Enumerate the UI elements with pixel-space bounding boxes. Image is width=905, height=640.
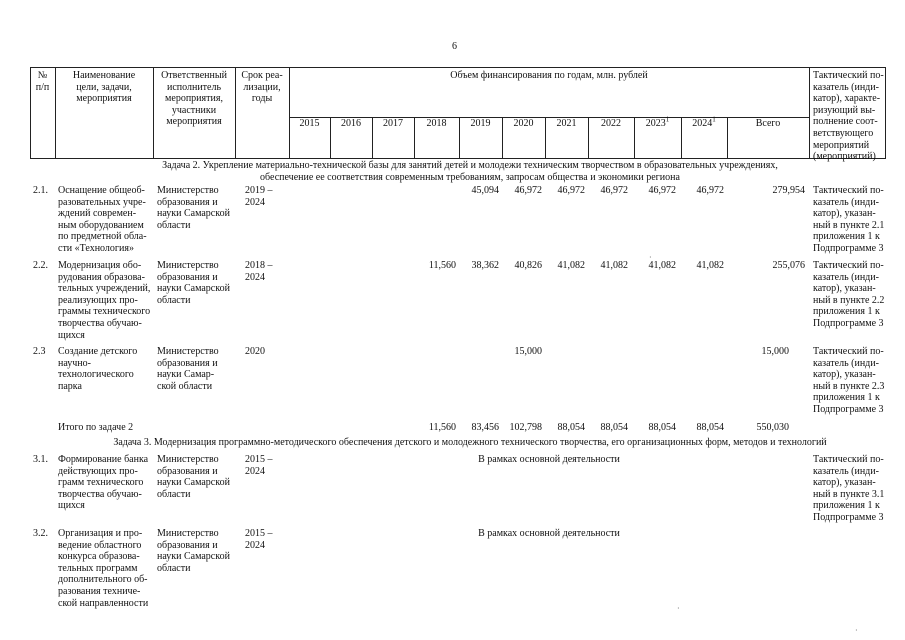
value-cell: 46,972: [696, 185, 724, 196]
page-number: 6: [452, 41, 457, 52]
year-header: 2021: [556, 118, 577, 129]
total-cell: 255,076: [772, 260, 805, 271]
year-header: [634, 115, 681, 129]
row-responsible: Министерство образования и науки Самарской области: [157, 185, 230, 231]
header-col-term: Срок реа- лизации, годы: [241, 70, 283, 105]
row-responsible: Министерство образования и науки Самар- ской области: [157, 346, 219, 392]
row-name: Оснащение общеоб- разовательных учре- ждений современ- ным оборудованием по предметной обла- сти «Технология»: [58, 185, 147, 254]
value-cell: 41,082: [600, 260, 628, 271]
total-cell: 279,954: [772, 185, 805, 196]
value-cell: 41,082: [696, 260, 724, 271]
row-number: 3.2.: [33, 528, 48, 539]
value-cell: 46,972: [514, 185, 542, 196]
year-label: 2023: [645, 118, 666, 129]
row-term: 2015 – 2024: [245, 528, 273, 551]
summary-value-cell: 11,560: [428, 422, 456, 433]
year-header: 2016: [341, 118, 361, 129]
year-header: [681, 115, 727, 129]
row-number: 2.3: [33, 346, 46, 357]
footnote-mark: 1: [712, 115, 716, 124]
row-term: 2018 – 2024: [245, 260, 273, 283]
funding-note: В рамках основной деятельности: [478, 454, 620, 465]
header-col-funding: Объем финансирования по годам, млн. рублей: [450, 70, 648, 81]
year-header: 2019: [470, 118, 491, 129]
row-indicator: Тактический по- казатель (инди- катор), указан- ный в пункте 2.2 приложения 1 к Подпрограмме 3: [813, 260, 885, 329]
header-border: [809, 67, 810, 159]
row-number: 2.1.: [33, 185, 48, 196]
year-header-total: Всего: [755, 118, 781, 129]
task2-title: Задача 2. Укрепление материально-технической базы для занятий детей и молодежи техническим творчеством в образовательных учреждениях, обеспечение ее соответствия современным требованиям, запросам общества и экономики региона: [162, 160, 778, 183]
row-indicator: Тактический по- казатель (инди- катор), указан- ный в пункте 3.1 приложения 1 к Подпрограмме 3: [813, 454, 885, 523]
header-top-border: [30, 67, 885, 68]
row-name: Организация и про- ведение областного конкурса образова- тельных программ дополнительного об- разования техниче- ской направленности: [58, 528, 149, 609]
value-cell: 41,082: [648, 260, 676, 271]
year-header: 2022: [601, 118, 621, 129]
year-header: 2015: [299, 118, 320, 129]
row-indicator: Тактический по- казатель (инди- катор), указан- ный в пункте 2.1 приложения 1 к Подпрограмме 3: [813, 185, 885, 254]
value-cell: 46,972: [557, 185, 585, 196]
scan-speck: ·: [855, 626, 858, 635]
scan-speck: ·: [649, 253, 652, 262]
summary-value-cell: 88,054: [648, 422, 676, 433]
summary-value-cell: 88,054: [696, 422, 724, 433]
year-header: 2020: [513, 118, 534, 129]
year-label: 2024: [692, 118, 713, 129]
value-cell: 15,000: [514, 346, 542, 357]
row-responsible: Министерство образования и науки Самарской области: [157, 454, 230, 500]
summary-value-cell: 102,798: [509, 422, 542, 433]
row-responsible: Министерство образования и науки Самарской области: [157, 260, 230, 306]
value-cell: 38,362: [471, 260, 499, 271]
task3-title: Задача 3. Модернизация программно-методического обеспечения детского и молодежного технического творчества, его организационных форм, методов и технологий: [113, 437, 827, 448]
funding-note: В рамках основной деятельности: [478, 528, 620, 539]
footnote-mark: 1: [665, 115, 670, 124]
row-term: 2020: [245, 346, 265, 357]
value-cell: 40,826: [514, 260, 542, 271]
summary-label: Итого по задаче 2: [58, 422, 134, 433]
row-name: Формирование банка действующих про- грамм технического творчества обучаю- щихся: [58, 454, 149, 512]
total-cell: 15,000: [761, 346, 789, 357]
row-term: 2019 – 2024: [245, 185, 273, 208]
row-responsible: Министерство образования и науки Самарской области: [157, 528, 230, 574]
summary-value-cell: 88,054: [600, 422, 628, 433]
row-number: 3.1.: [33, 454, 48, 465]
header-col-responsible: Ответственный исполнитель мероприятия, участники мероприятия: [161, 70, 227, 128]
summary-value-cell: 88,054: [557, 422, 585, 433]
scan-speck: ·: [677, 604, 680, 613]
header-bottom-border: [30, 158, 885, 159]
row-number: 2.2.: [33, 260, 48, 271]
row-term: 2015 – 2024: [245, 454, 273, 477]
row-indicator: Тактический по- казатель (инди- катор), указан- ный в пункте 2.3 приложения 1 к Подпрограмме 3: [813, 346, 885, 415]
value-cell: 46,972: [648, 185, 676, 196]
row-name: Модернизация обо- рудования образова- тельных учреждений, реализующих про- граммы технического творчества обучаю- щихся: [58, 260, 151, 341]
summary-total-cell: 550,030: [756, 422, 789, 433]
value-cell: 41,082: [557, 260, 585, 271]
header-col-name: Наименование цели, задачи, мероприятия: [72, 70, 136, 105]
summary-value-cell: 83,456: [471, 422, 499, 433]
header-col-no: № п/п: [35, 70, 50, 93]
header-col-indicator: Тактический по- казатель (инди- катор), характе- ризующий вы- полнение соот- ветствующего мероприятий (мероприятий): [813, 70, 884, 163]
value-cell: 46,972: [600, 185, 628, 196]
row-name: Создание детского научно- технологического парка: [58, 346, 138, 392]
year-header: 2017: [383, 118, 403, 129]
value-cell: 45,094: [471, 185, 499, 196]
year-header: 2018: [426, 118, 447, 129]
header-border-right: [885, 67, 886, 159]
value-cell: 11,560: [428, 260, 456, 271]
